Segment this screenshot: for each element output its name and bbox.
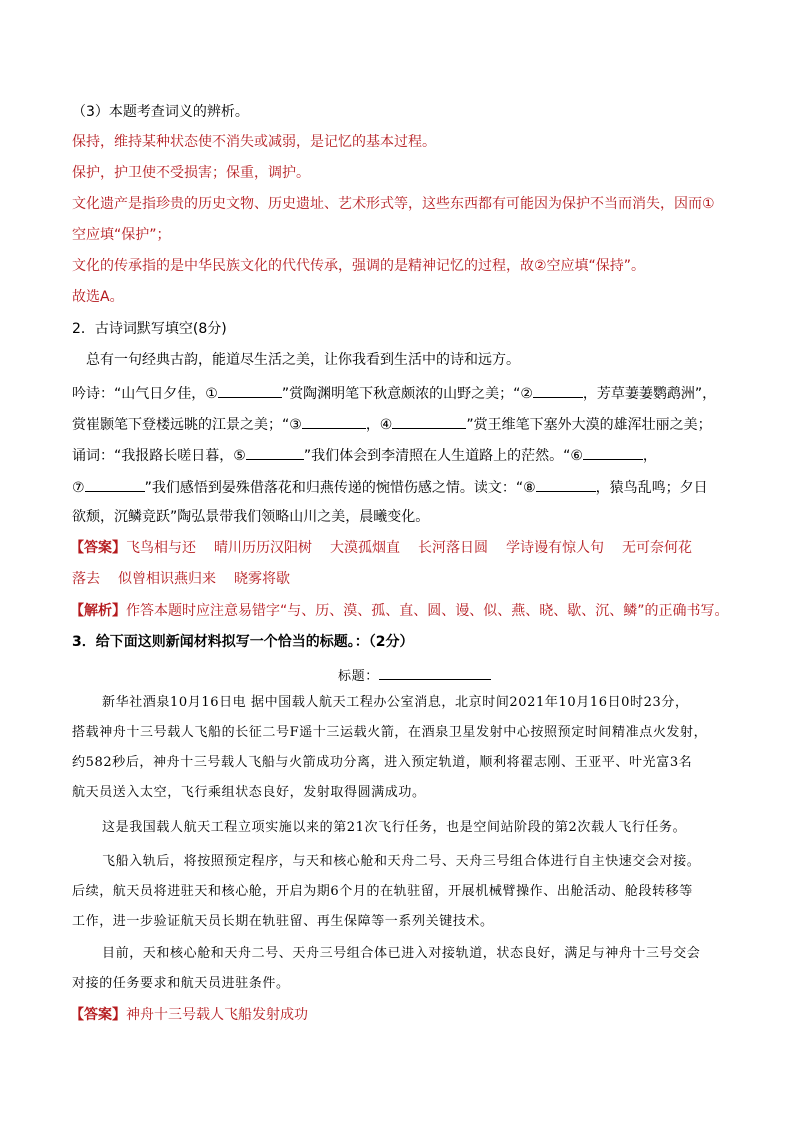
q3-line-heritage: 文化遗产是指珍贵的历史文物、历史遗址、艺术形式等，这些东西都有可能因为保护不当而消失，因而① — [72, 196, 715, 212]
poem-text: ， — [642, 448, 657, 464]
poem-text: 赏崔颢笔下登楼远眺的江景之美；“③ — [72, 417, 302, 433]
answer-item: 晓雾将歇 — [234, 571, 290, 587]
answer-item: 落去 — [72, 571, 100, 587]
news-p1-line3: 约582秒后，神舟十三号载人飞船与火箭成功分离，进入预定轨道，顺利将翟志刚、王亚平、叶光富3名 — [72, 755, 693, 770]
news-p3-line3: 工作，进一步验证航天员长期在轨驻留、再生保障等一系列关键技术。 — [72, 914, 494, 929]
headline-field — [338, 663, 491, 687]
blank-3[interactable] — [302, 412, 366, 429]
poem-text: ，猿鸟乱鸣；夕日 — [595, 480, 708, 496]
poem-analysis — [70, 600, 729, 622]
poem-question-title: 2．古诗词默写填空(8分) — [72, 321, 227, 337]
answer-item: 长河落日圆 — [418, 540, 488, 556]
news-question-title: 3．给下面这则新闻材料拟写一个恰当的标题。：（2分） — [72, 634, 414, 650]
news-p3-line1: 飞船入轨后，将按照预定程序，与天和核心舱和天舟二号、天舟三号组合体进行自主快速交会对接。 — [102, 854, 701, 869]
news-p4-line1: 目前，天和核心舱和天舟二号、天舟三号组合体已进入对接轨道，状态良好，满足与神舟十三号交会 — [102, 946, 701, 961]
poem-line-a — [72, 381, 716, 405]
poem-answer-row1 — [70, 537, 692, 559]
poem-text: 诵词：“我报路长嗟日暮，⑤ — [72, 448, 246, 464]
blank-1[interactable] — [218, 381, 282, 398]
headline-label: 标题： — [338, 669, 379, 684]
answer-text: 神舟十三号载人飞船发射成功 — [126, 1007, 308, 1023]
poem-text: 吟诗：“山气日夕佳，① — [72, 386, 218, 402]
poem-line-b — [72, 412, 712, 436]
poem-answer-row2 — [72, 568, 290, 590]
analysis-tag: 【解析】 — [70, 603, 126, 619]
poem-text: ”我们感悟到晏殊借落花和归燕传递的惋惜伤感之情。读文：“⑧ — [144, 480, 536, 496]
blank-2[interactable] — [533, 381, 583, 398]
news-p4-line2: 对接的任务要求和航天员进驻条件。 — [72, 976, 290, 991]
poem-text: ”我们体会到李清照在人生道路上的茫然。“⑥ — [303, 448, 583, 464]
answer-item: 大漠孤烟直 — [330, 540, 400, 556]
news-p1-line2: 搭载神舟十三号载人飞船的长征二号F遥十三运载火箭，在酒泉卫星发射中心按照预定时间精准点火发射， — [72, 725, 708, 740]
poem-text: ”赏王维笔下塞外大漠的雄浑壮丽之美； — [466, 417, 712, 433]
poem-intro: 总有一句经典古韵，能道尽生活之美，让你我看到生活中的诗和远方。 — [86, 352, 520, 368]
poem-line-d — [72, 475, 708, 499]
q3-line-blank1: 空应填“保护”； — [72, 227, 171, 243]
poem-text: ，④ — [365, 417, 393, 433]
poem-line-c — [72, 443, 657, 467]
answer-item: 学诗谩有惊人句 — [506, 540, 604, 556]
news-p3-line2: 后续，航天员将进驻天和核心舱，开启为期6个月的在轨驻留，开展机械臂操作、出舱活动、舱段转移等 — [72, 884, 693, 899]
q3-line-keep: 保持，维持某种状态使不消失或减弱，是记忆的基本过程。 — [72, 134, 436, 150]
answer-tag: 【答案】 — [70, 540, 126, 556]
blank-4[interactable] — [392, 412, 466, 429]
q3-line-protect: 保护，护卫使不受损害；保重，调护。 — [72, 165, 310, 181]
answer-item: 晴川历历汉阳树 — [214, 540, 312, 556]
blank-5[interactable] — [246, 443, 304, 460]
answer-item: 飞鸟相与还 — [126, 540, 196, 556]
answer-item: 似曾相识燕归来 — [118, 571, 216, 587]
q3-heading: （3）本题考查词义的辨析。 — [72, 104, 249, 120]
news-p2: 这是我国载人航天工程立项实施以来的第21次飞行任务，也是空间站阶段的第2次载人飞行任务。 — [102, 820, 687, 835]
headline-blank[interactable] — [379, 663, 491, 680]
blank-8[interactable] — [536, 475, 596, 492]
q3-line-choice: 故选A。 — [72, 289, 124, 305]
poem-text: ，芳草萋萋鹦鹉洲”， — [582, 386, 717, 402]
poem-text: ”赏陶渊明笔下秋意颇浓的山野之美；“② — [281, 386, 533, 402]
blank-6[interactable] — [583, 443, 643, 460]
analysis-text: 作答本题时应注意易错字“与、历、漠、孤、直、圆、谩、似、燕、晓、歇、沉、鳞”的正确书写。 — [126, 603, 729, 619]
blank-7[interactable] — [85, 475, 145, 492]
q3-line-inherit: 文化的传承指的是中华民族文化的代代传承，强调的是精神记忆的过程，故②空应填“保持”。 — [72, 258, 646, 274]
news-p1-line1: 新华社酒泉10月16日电 据中国载人航天工程办公室消息，北京时间2021年10月16日0时23分， — [102, 695, 689, 710]
news-p1-line4: 航天员送入太空，飞行乘组状态良好，发射取得圆满成功。 — [72, 785, 426, 800]
news-answer — [70, 1004, 308, 1026]
poem-text: ⑦ — [72, 480, 85, 496]
answer-tag: 【答案】 — [70, 1007, 126, 1023]
answer-item: 无可奈何花 — [622, 540, 692, 556]
poem-line-e: 欲颓，沉鳞竞跃”陶弘景带我们领略山川之美，晨曦变化。 — [72, 509, 430, 525]
